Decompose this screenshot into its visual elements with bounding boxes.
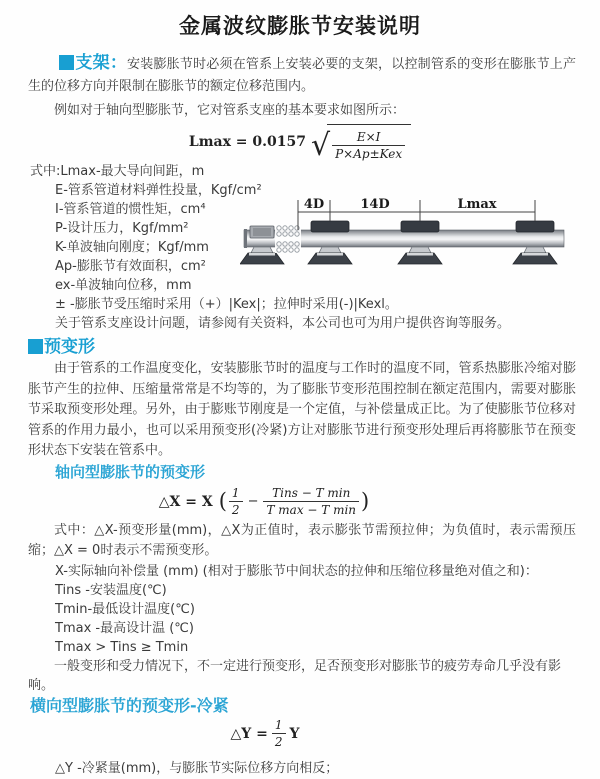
page-title: 金属波纹膨胀节安装说明 — [179, 14, 421, 38]
definition-item: I-管系管道的惯性矩，cm⁴ — [55, 202, 206, 217]
dim-label-4d: 4D — [303, 197, 325, 212]
guide-spacing-formula — [0, 126, 600, 163]
sqrt-expression — [311, 124, 411, 161]
definition-item: Ap-膨胀节有效面积，cm² — [55, 259, 206, 274]
fraction-denominator: 2 — [231, 503, 240, 517]
preform-section-header — [28, 336, 576, 359]
axial-preform-heading: 轴向型膨胀节的预变形 — [55, 462, 206, 481]
pipe-support-diagram — [240, 192, 600, 288]
fraction-numerator: 1 — [272, 718, 286, 734]
formula-lhs: Lmax = 0.0157 — [188, 134, 306, 150]
definition-item: 关于管系支座设计问题，请参阅有关资料，本公司也可为用户提供咨询等服务。 — [55, 316, 511, 331]
definition-item: Tmax > Tins ≥ Tmin — [55, 639, 189, 655]
formula-lhs: △X = X — [158, 493, 213, 510]
definition-item: Tmin-最低设计温度(℃) — [55, 601, 195, 617]
fraction-denominator: 2 — [274, 735, 283, 749]
lateral-preform-heading: 横向型膨胀节的预变形-冷紧 — [30, 695, 229, 715]
pipe-end-cap — [244, 229, 247, 248]
fraction-numerator: 1 — [229, 486, 243, 502]
definition-item: ex-单波轴向位移，mm — [55, 278, 192, 293]
definition-item: ± -膨胀节受压缩时采用（+）|Kex|；拉伸时采用(-)|Kexl。 — [55, 297, 398, 312]
formula-numerator: E×I — [332, 130, 405, 146]
left-paren: ( — [218, 489, 227, 513]
dim-label-14d: 14D — [360, 197, 390, 212]
definition-item: 式中:Lmax-最大导向间距，m — [30, 164, 205, 179]
support-section-label: 支架： — [75, 53, 128, 73]
axial-note-text: 一般变形和受力情况下，不一定进行预变形，足否预变形对膨胀节的疲劳寿命几乎没有影响。 — [28, 658, 562, 693]
bellows — [275, 225, 301, 253]
definition-item: E-管系管道材料弹性投量，Kgf/cm² — [55, 183, 262, 198]
definition-item: P-设计压力，Kgf/mm² — [55, 221, 189, 236]
support-intro-paragraph — [28, 52, 576, 98]
temperature-fraction — [263, 486, 359, 517]
axial-definitions-list — [0, 562, 600, 657]
fraction-denominator: T max − T min — [266, 503, 357, 517]
dim-label-lmax: Lmax — [457, 197, 497, 212]
formula-denominator: P×Ap±Kex — [335, 146, 403, 161]
formula-fraction — [332, 130, 405, 161]
section-bullet-icon — [28, 339, 43, 354]
half-fraction — [229, 486, 243, 517]
support-example-text: 例如对于轴向型膨胀节，它对管系支座的基本要求如图所示： — [54, 103, 406, 118]
section-bullet-icon — [59, 55, 74, 70]
preform-section-label: 预变形 — [44, 337, 95, 357]
sqrt-body — [327, 124, 411, 161]
half-fraction — [272, 718, 286, 749]
preform-body-text: 由于管系的工作温度变化，安装膨胀节时的温度与工作时的温度不同，管系热膨胀冷缩对膨胀节产生的拉伸、压缩量常常是不均等的，为了膨胀节变形范围控制在额定范围内，需要对膨胀节采取预变形处理。另外，由于膨账节刚度是一个定值，与补偿量成正比。为了使膨胀节位移对管系的作用力最小，也可以采用预变形(冷紧)方让对膨胀节进行预变形处理后再将膨胀节在预变形状态下安装在管系中。 — [28, 361, 576, 458]
support-intro-text: 安装膨胀节时必须在管系上安装必要的支架，以控制管系的变形在膨胀节上产生的位移方向并限制在膨胀节的额定位移范围内。 — [28, 57, 576, 94]
lateral-preform-formula — [0, 719, 600, 749]
formula-lhs: △Y = — [230, 725, 268, 742]
right-paren: ) — [361, 489, 370, 513]
lateral-note-text: △Y -冷紧量(mm)，与膨胀节实际位移方向相反； — [55, 760, 339, 776]
formula-rhs: Y — [289, 725, 300, 742]
definition-item: X-实际轴向补偿量 (mm) (相对于膨胀节中间状态的拉伸和压缩位移量绝对值之和)： — [55, 563, 538, 579]
definition-item: Tins -安装温度(℃) — [55, 582, 167, 598]
pipe-support-diagram-svg — [240, 192, 600, 288]
radical-sign-icon: √ — [310, 127, 331, 163]
definition-item: K-单波轴向刚度；Kgf/mm — [55, 240, 209, 255]
axial-preform-formula — [0, 485, 600, 519]
definition-item: Tmax -最高设计温 (℃) — [55, 620, 194, 636]
minus-operator: − — [247, 494, 259, 509]
fraction-numerator: Tins − T min — [263, 486, 359, 502]
axial-formula-explain: 式中：△X-预变形量(mm)，△X为正值时，表示膨张节需预拉伸；为负值时，表示需预压缩；△X = 0时表示不需预变形。 — [28, 522, 576, 558]
